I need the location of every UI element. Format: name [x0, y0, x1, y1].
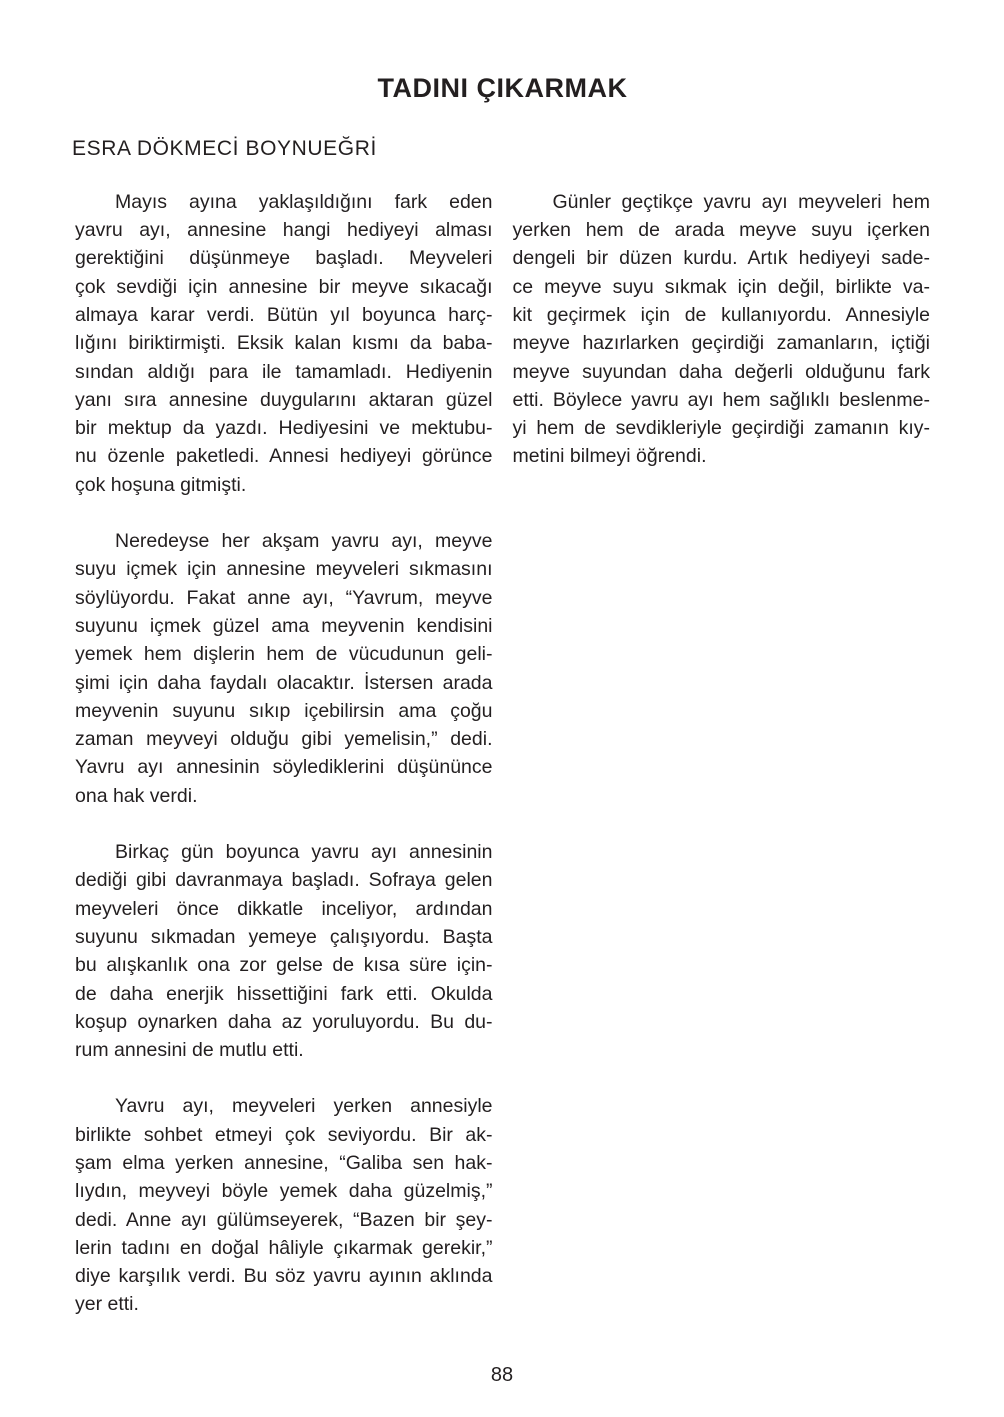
- text-line: gerektiğini düşünmeye başladı. Meyveleri: [75, 247, 493, 270]
- text-line: şimi için daha faydalı olacaktır. İstersen arada: [75, 671, 493, 694]
- text-line: birlikte sohbet etmeyi çok seviyordu. Bir ak-: [75, 1123, 493, 1146]
- text-line: meyve suyundan daha değerli olduğunu fark: [512, 360, 930, 383]
- text-line: yavru ayı, annesine hangi hediyeyi alması: [75, 219, 493, 242]
- text-line: suyu içmek için annesine meyveleri sıkmasını: [75, 558, 493, 581]
- paragraph: [75, 527, 493, 810]
- text-line: nu özenle paketledi. Annesi hediyeyi görünce: [75, 445, 493, 468]
- text-line: metini bilmeyi öğrendi.: [512, 445, 707, 468]
- text-line: bu alışkanlık ona zor gelse de kısa süre için-: [75, 954, 493, 977]
- page-title: TADINI ÇIKARMAK: [377, 73, 628, 103]
- text-line: lığını biriktirmişti. Eksik kalan kısmı da baba-: [75, 332, 493, 355]
- text-line: lıydın, meyveyi böyle yemek daha güzelmiş,”: [75, 1180, 493, 1203]
- text-line: zaman meyveyi olduğu gibi yemelisin,” dedi.: [75, 728, 493, 751]
- left-column: [75, 188, 493, 1319]
- text-line: koşup oynarken daha az yoruluyordu. Bu du-: [75, 1010, 493, 1033]
- page-number: 88: [490, 1364, 514, 1386]
- text-line: sından aldığı para ile tamamladı. Hediyenin: [75, 360, 493, 383]
- text-line: Neredeyse her akşam yavru ayı, meyve: [115, 530, 493, 553]
- text-line: ona hak verdi.: [75, 784, 198, 807]
- paragraph: [75, 188, 493, 499]
- text-line: de daha enerjik hissettiğini fark etti. Okulda: [75, 982, 493, 1005]
- text-line: Mayıs ayına yaklaşıldığını fark eden: [115, 190, 493, 213]
- text-line: Yavru ayı annesinin söylediklerini düşününce: [75, 756, 493, 779]
- text-line: lerin tadını en doğal hâliyle çıkarmak gerekir,”: [75, 1236, 493, 1259]
- text-line: ce meyve suyu sıkmak için değil, birlikte va-: [512, 275, 930, 298]
- text-line: şam elma yerken annesine, “Galiba sen hak-: [75, 1151, 493, 1174]
- text-line: yerken hem de arada meyve suyu içerken: [512, 219, 930, 242]
- author-name: ESRA DÖKMECİ BOYNUEĞRİ: [72, 136, 377, 160]
- text-line: söylüyordu. Fakat anne ayı, “Yavrum, meyve: [75, 586, 493, 609]
- text-line: yemek hem dişlerin hem de vücudunun geli-: [75, 643, 493, 666]
- text-line: almaya karar verdi. Bütün yıl boyunca harç-: [75, 303, 493, 326]
- text-line: kit geçirmek için de kullanıyordu. Annesiyle: [512, 303, 930, 326]
- text-line: çok sevdiği için annesine bir meyve sıkacağı: [75, 275, 493, 298]
- text-line: dengeli bir düzen kurdu. Artık hediyeyi sade-: [512, 247, 930, 270]
- text-line: suyunu sıkmadan yemeye çalışıyordu. Başta: [75, 925, 493, 948]
- text-line: meyveleri önce dikkatle inceliyor, ardından: [75, 897, 493, 920]
- text-line: meyvenin suyunu sıkıp içebilirsin ama çoğu: [75, 699, 493, 722]
- text-line: bir mektup da yazdı. Hediyesini ve mektubu-: [75, 417, 493, 440]
- text-line: suyunu içmek güzel ama meyvenin kendisini: [75, 614, 493, 637]
- right-column: [513, 188, 931, 471]
- text-line: dedi. Anne ayı gülümseyerek, “Bazen bir şey-: [75, 1208, 493, 1231]
- text-line: meyve hazırlarken geçirdiği zamanların, içtiği: [512, 332, 930, 355]
- text-line: çok hoşuna gitmişti.: [75, 473, 247, 496]
- text-line: yanı sıra annesine duygularını aktaran güzel: [75, 388, 493, 411]
- text-line: yi hem de sevdikleriyle geçirdiği zamanın kıy-: [512, 417, 930, 440]
- paragraph: [75, 1092, 493, 1318]
- text-line: diye karşılık verdi. Bu söz yavru ayının aklında: [75, 1265, 493, 1288]
- paragraph: [513, 188, 931, 471]
- text-line: Günler geçtikçe yavru ayı meyveleri hem: [552, 190, 930, 213]
- text-line: Birkaç gün boyunca yavru ayı annesinin: [115, 841, 493, 864]
- text-line: etti. Böylece yavru ayı hem sağlıklı beslenme-: [512, 388, 930, 411]
- text-columns: [75, 188, 930, 1319]
- text-line: Yavru ayı, meyveleri yerken annesiyle: [115, 1095, 493, 1118]
- text-line: rum annesini de mutlu etti.: [75, 1039, 304, 1062]
- text-line: dediği gibi davranmaya başladı. Sofraya gelen: [75, 869, 493, 892]
- text-line: yer etti.: [75, 1293, 139, 1316]
- paragraph: [75, 838, 493, 1064]
